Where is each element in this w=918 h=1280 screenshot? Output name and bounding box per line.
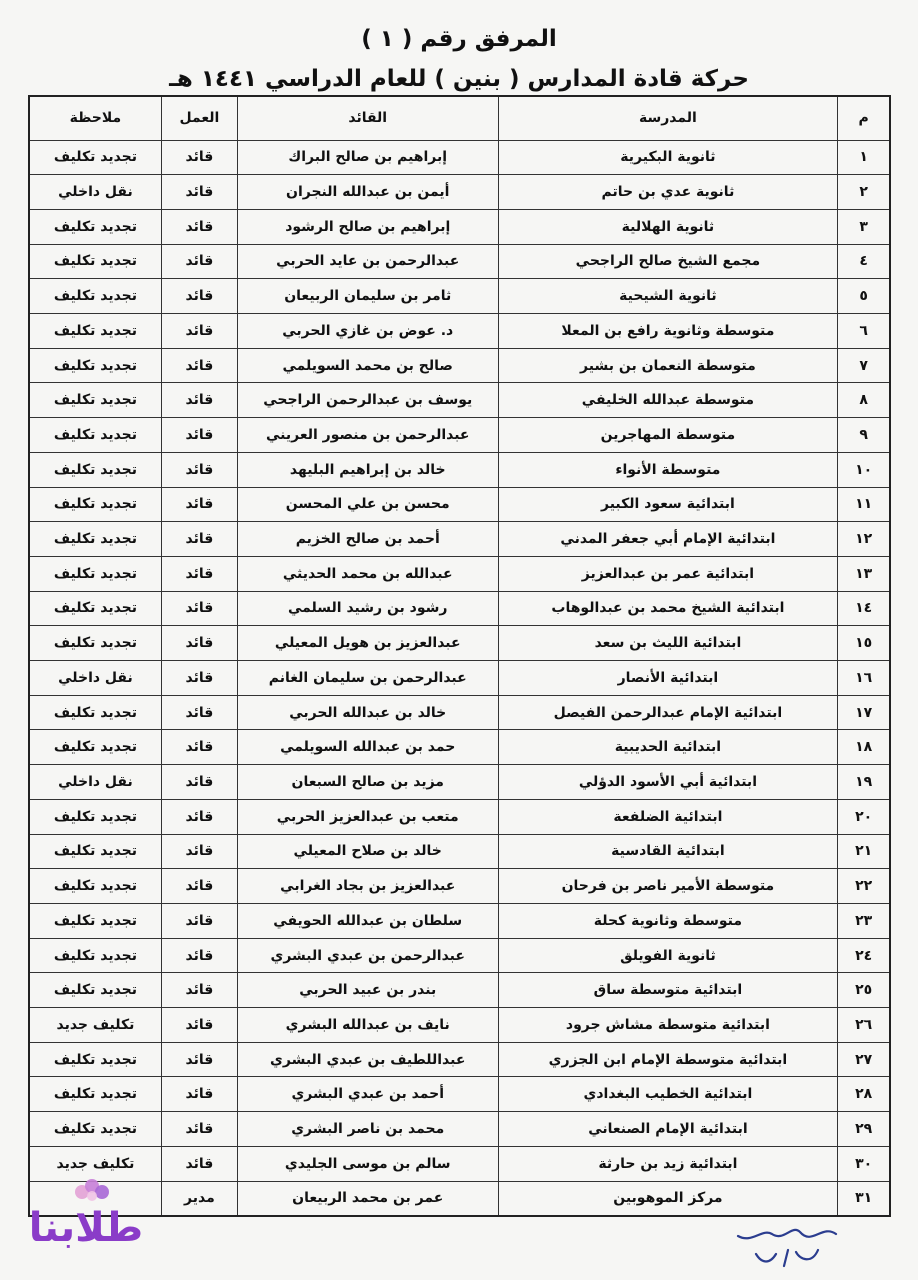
row-leader: محسن بن علي المحسن — [237, 487, 498, 522]
row-leader: عبدالرحمن بن عايد الحربي — [237, 244, 498, 279]
row-leader: عمر بن محمد الربيعان — [237, 1181, 498, 1216]
row-work: قائد — [161, 730, 237, 765]
row-school: ثانوية عدي بن حاتم — [498, 175, 838, 210]
row-num: ٢٣ — [838, 903, 890, 938]
row-num: ٢٠ — [838, 799, 890, 834]
column-header-work: العمل — [161, 96, 237, 140]
row-work: قائد — [161, 695, 237, 730]
row-num: ٢٧ — [838, 1042, 890, 1077]
row-num: ٢٩ — [838, 1112, 890, 1147]
table-row — [29, 938, 890, 973]
row-num: ٢ — [838, 175, 890, 210]
row-work: قائد — [161, 973, 237, 1008]
column-header-school: المدرسة — [498, 96, 838, 140]
row-num: ٢٤ — [838, 938, 890, 973]
row-school: ابتدائية الإمام أبي جعفر المدني — [498, 522, 838, 557]
row-leader: عبدالرحمن بن منصور العريني — [237, 418, 498, 453]
row-leader: عبدالعزيز بن هويل المعيلي — [237, 626, 498, 661]
table-header-row — [29, 96, 890, 140]
row-work: قائد — [161, 140, 237, 175]
row-note: تجديد تكليف — [29, 834, 161, 869]
row-leader: مزيد بن صالح السبعان — [237, 765, 498, 800]
row-work: مدير — [161, 1181, 237, 1216]
column-header-note: ملاحظة — [29, 96, 161, 140]
row-num: ١٣ — [838, 556, 890, 591]
row-note: تجديد تكليف — [29, 522, 161, 557]
table-row — [29, 661, 890, 696]
row-note: تجديد تكليف — [29, 487, 161, 522]
row-leader: حمد بن عبدالله السويلمي — [237, 730, 498, 765]
row-leader: سلطان بن عبدالله الحويفي — [237, 903, 498, 938]
row-note: نقل داخلي — [29, 175, 161, 210]
row-work: قائد — [161, 591, 237, 626]
watermark — [22, 1176, 150, 1256]
row-work: قائد — [161, 938, 237, 973]
row-note: تجديد تكليف — [29, 730, 161, 765]
table-row — [29, 522, 890, 557]
table-row — [29, 903, 890, 938]
row-num: ١٩ — [838, 765, 890, 800]
table-row — [29, 279, 890, 314]
row-school: ثانوية الهلالية — [498, 209, 838, 244]
watermark-logo: طلابنا — [28, 1205, 144, 1251]
row-school: ابتدائية متوسطة ساق — [498, 973, 838, 1008]
row-num: ٤ — [838, 244, 890, 279]
row-school: ابتدائية الضلفعة — [498, 799, 838, 834]
row-leader: ثامر بن سليمان الربيعان — [237, 279, 498, 314]
row-note: تجديد تكليف — [29, 626, 161, 661]
row-leader: خالد بن إبراهيم البليهد — [237, 452, 498, 487]
row-note: تجديد تكليف — [29, 244, 161, 279]
row-work: قائد — [161, 661, 237, 696]
row-work: قائد — [161, 799, 237, 834]
row-school: ابتدائية أبي الأسود الدؤلي — [498, 765, 838, 800]
row-work: قائد — [161, 314, 237, 349]
row-leader: د. عوض بن غازي الحربي — [237, 314, 498, 349]
row-note: نقل داخلي — [29, 661, 161, 696]
table-row — [29, 487, 890, 522]
table-row — [29, 799, 890, 834]
row-school: متوسطة النعمان بن بشير — [498, 348, 838, 383]
row-num: ١١ — [838, 487, 890, 522]
row-num: ٣١ — [838, 1181, 890, 1216]
row-note: تجديد تكليف — [29, 1077, 161, 1112]
row-leader: إبراهيم بن صالح البراك — [237, 140, 498, 175]
school-leaders-table — [28, 95, 891, 1217]
row-work: قائد — [161, 209, 237, 244]
row-note: تجديد تكليف — [29, 383, 161, 418]
row-work: قائد — [161, 175, 237, 210]
row-num: ١٨ — [838, 730, 890, 765]
row-work: قائد — [161, 279, 237, 314]
row-num: ١٥ — [838, 626, 890, 661]
row-note: تجديد تكليف — [29, 1042, 161, 1077]
row-leader: أيمن بن عبدالله النجران — [237, 175, 498, 210]
row-work: قائد — [161, 1008, 237, 1043]
row-leader: يوسف بن عبدالرحمن الراجحي — [237, 383, 498, 418]
row-note: تجديد تكليف — [29, 591, 161, 626]
row-num: ١ — [838, 140, 890, 175]
row-note: تجديد تكليف — [29, 938, 161, 973]
row-note: تجديد تكليف — [29, 279, 161, 314]
row-leader: خالد بن صلاح المعيلي — [237, 834, 498, 869]
row-leader: نايف بن عبدالله البشري — [237, 1008, 498, 1043]
row-school: ابتدائية الخطيب البغدادي — [498, 1077, 838, 1112]
row-school: متوسطة وثانوية كحلة — [498, 903, 838, 938]
row-school: متوسطة وثانوية رافع بن المعلا — [498, 314, 838, 349]
row-num: ٢١ — [838, 834, 890, 869]
row-note: تكليف جديد — [29, 1008, 161, 1043]
row-num: ١٤ — [838, 591, 890, 626]
page-subtitle: حركة قادة المدارس ( بنين ) للعام الدراسي ١٤٤١ هـ — [169, 66, 749, 92]
table-row — [29, 834, 890, 869]
row-school: ابتدائية الإمام عبدالرحمن الفيصل — [498, 695, 838, 730]
row-work: قائد — [161, 834, 237, 869]
row-school: متوسطة الأمير ناصر بن فرحان — [498, 869, 838, 904]
row-num: ١٧ — [838, 695, 890, 730]
row-num: ٥ — [838, 279, 890, 314]
row-work: قائد — [161, 1042, 237, 1077]
table-row — [29, 418, 890, 453]
row-note: تكليف جديد — [29, 1146, 161, 1181]
row-work: قائد — [161, 452, 237, 487]
row-work: قائد — [161, 522, 237, 557]
row-work: قائد — [161, 765, 237, 800]
row-num: ١٢ — [838, 522, 890, 557]
row-school: متوسطة الأنواء — [498, 452, 838, 487]
row-school: ابتدائية الشيخ محمد بن عبدالوهاب — [498, 591, 838, 626]
table-row — [29, 626, 890, 661]
row-note: تجديد تكليف — [29, 452, 161, 487]
row-note: تجديد تكليف — [29, 418, 161, 453]
row-work: قائد — [161, 1112, 237, 1147]
column-header-num: م — [838, 96, 890, 140]
row-work: قائد — [161, 487, 237, 522]
row-note: تجديد تكليف — [29, 209, 161, 244]
row-note: نقل داخلي — [29, 765, 161, 800]
row-leader: صالح بن محمد السويلمي — [237, 348, 498, 383]
table-row — [29, 314, 890, 349]
row-leader: بندر بن عبيد الحربي — [237, 973, 498, 1008]
row-work: قائد — [161, 1077, 237, 1112]
row-work: قائد — [161, 869, 237, 904]
row-school: ابتدائية القادسية — [498, 834, 838, 869]
row-work: قائد — [161, 556, 237, 591]
row-school: مجمع الشيخ صالح الراجحي — [498, 244, 838, 279]
table-row — [29, 556, 890, 591]
row-num: ٢٥ — [838, 973, 890, 1008]
table-row — [29, 1181, 890, 1216]
row-school: ابتدائية الإمام الصنعاني — [498, 1112, 838, 1147]
row-note: تجديد تكليف — [29, 314, 161, 349]
row-leader: عبدالله بن محمد الحديثي — [237, 556, 498, 591]
table-row — [29, 452, 890, 487]
row-leader: إبراهيم بن صالح الرشود — [237, 209, 498, 244]
row-work: قائد — [161, 1146, 237, 1181]
row-num: ٢٦ — [838, 1008, 890, 1043]
row-work: قائد — [161, 626, 237, 661]
row-note: تجديد تكليف — [29, 869, 161, 904]
table-row — [29, 591, 890, 626]
row-school: متوسطة عبدالله الخليفي — [498, 383, 838, 418]
table-row — [29, 1008, 890, 1043]
row-school: ابتدائية متوسطة الإمام ابن الجزري — [498, 1042, 838, 1077]
row-work: قائد — [161, 903, 237, 938]
row-note: تجديد تكليف — [29, 1112, 161, 1147]
page-title: المرفق رقم ( ١ ) — [361, 26, 557, 52]
row-leader: محمد بن ناصر البشري — [237, 1112, 498, 1147]
row-school: ابتدائية عمر بن عبدالعزيز — [498, 556, 838, 591]
row-work: قائد — [161, 244, 237, 279]
row-note: تجديد تكليف — [29, 973, 161, 1008]
row-school: ثانوية الفويلق — [498, 938, 838, 973]
table-row — [29, 209, 890, 244]
table-row — [29, 140, 890, 175]
row-leader: أحمد بن صالح الخزيم — [237, 522, 498, 557]
table-row — [29, 348, 890, 383]
row-leader: أحمد بن عبدي البشري — [237, 1077, 498, 1112]
row-leader: خالد بن عبدالله الحربي — [237, 695, 498, 730]
table-row — [29, 765, 890, 800]
row-num: ٩ — [838, 418, 890, 453]
row-num: ٣ — [838, 209, 890, 244]
table-row — [29, 1146, 890, 1181]
table-row — [29, 244, 890, 279]
row-num: ١٦ — [838, 661, 890, 696]
row-work: قائد — [161, 383, 237, 418]
row-school: ثانوية البكيرية — [498, 140, 838, 175]
table-row — [29, 1112, 890, 1147]
row-school: ابتدائية الحديبية — [498, 730, 838, 765]
row-school: ابتدائية الليث بن سعد — [498, 626, 838, 661]
row-leader: سالم بن موسى الجليدي — [237, 1146, 498, 1181]
row-leader: عبدالرحمن بن عبدي البشري — [237, 938, 498, 973]
table-row — [29, 730, 890, 765]
table-row — [29, 383, 890, 418]
row-school: ثانوية الشيحية — [498, 279, 838, 314]
row-school: ابتدائية متوسطة مشاش جرود — [498, 1008, 838, 1043]
row-leader: عبدالرحمن بن سليمان الغانم — [237, 661, 498, 696]
row-num: ٨ — [838, 383, 890, 418]
table-row — [29, 973, 890, 1008]
row-num: ٢٨ — [838, 1077, 890, 1112]
table-row — [29, 175, 890, 210]
row-num: ٢٢ — [838, 869, 890, 904]
row-leader: رشود بن رشيد السلمي — [237, 591, 498, 626]
row-leader: عبداللطيف بن عبدي البشري — [237, 1042, 498, 1077]
row-note: تجديد تكليف — [29, 799, 161, 834]
row-school: ابتدائية سعود الكبير — [498, 487, 838, 522]
row-num: ٧ — [838, 348, 890, 383]
row-work: قائد — [161, 418, 237, 453]
row-num: ١٠ — [838, 452, 890, 487]
row-num: ٦ — [838, 314, 890, 349]
row-school: ابتدائية الأنصار — [498, 661, 838, 696]
row-leader: عبدالعزيز بن بجاد الغرابي — [237, 869, 498, 904]
row-note: تجديد تكليف — [29, 556, 161, 591]
row-work: قائد — [161, 348, 237, 383]
row-school: مركز الموهوبين — [498, 1181, 838, 1216]
handwritten-signature — [726, 1220, 846, 1272]
row-note: تجديد تكليف — [29, 695, 161, 730]
table-row — [29, 695, 890, 730]
row-note: تجديد تكليف — [29, 903, 161, 938]
column-header-leader: القائد — [237, 96, 498, 140]
row-note: تجديد تكليف — [29, 140, 161, 175]
row-num: ٣٠ — [838, 1146, 890, 1181]
table-row — [29, 1042, 890, 1077]
table-body — [29, 140, 890, 1216]
row-school: ابتدائية زيد بن حارثة — [498, 1146, 838, 1181]
table-row — [29, 1077, 890, 1112]
row-leader: متعب بن عبدالعزيز الحربي — [237, 799, 498, 834]
row-school: متوسطة المهاجرين — [498, 418, 838, 453]
row-note: تجديد تكليف — [29, 348, 161, 383]
table-row — [29, 869, 890, 904]
